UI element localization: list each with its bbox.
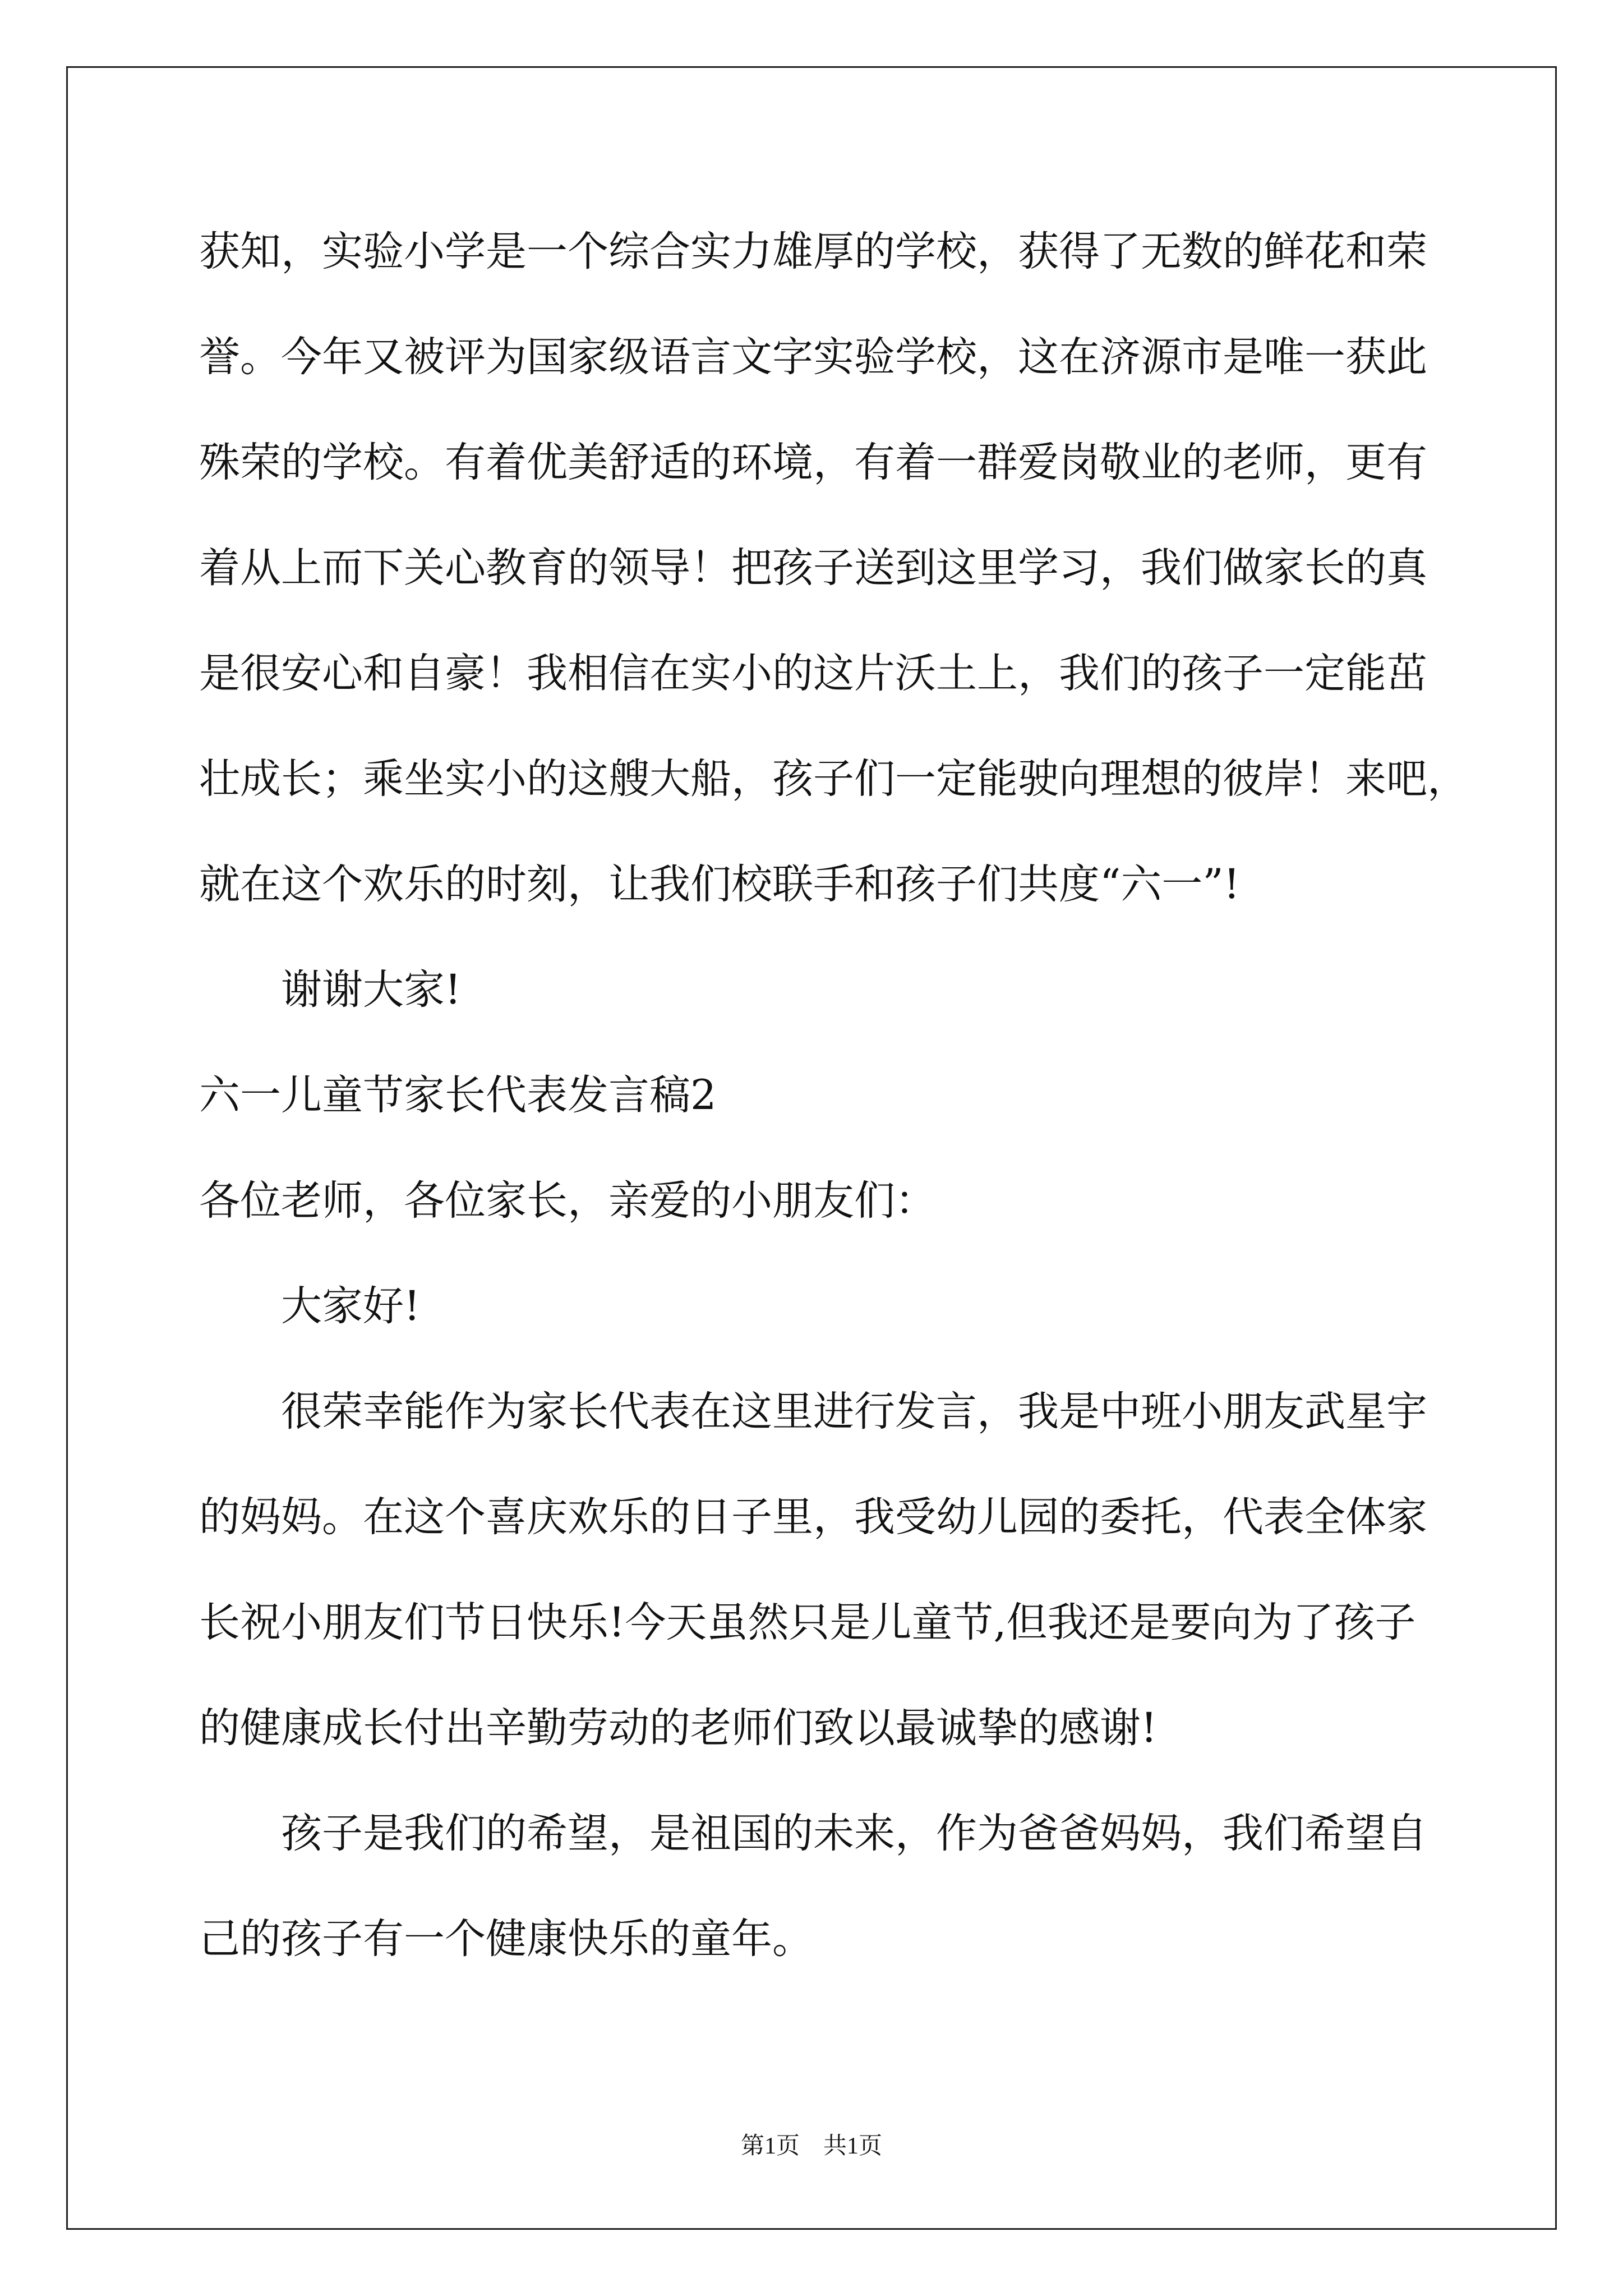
page-footer (0, 2129, 1623, 2163)
text-line: 的健康成长付出辛勤劳动的老师们致以最诚挚的感谢! (199, 1704, 1158, 1752)
greeting: 大家好! (281, 1282, 421, 1330)
text-line: 孩子是我们的希望，是祖国的未来，作为爸爸妈妈，我们希望自 (281, 1810, 1427, 1857)
text-line: 着从上而下关心教育的领导！把孩子送到这里学习，我们做家长的真 (199, 544, 1427, 592)
text-line: 长祝小朋友们节日快乐!今天虽然只是儿童节,但我还是要向为了孩子 (199, 1599, 1416, 1646)
text-line: 就在这个欢乐的时刻，让我们校联手和孩子们共度“六一”! (199, 861, 1240, 908)
text-line: 殊荣的学校。有着优美舒适的环境，有着一群爱岗敬业的老师，更有 (199, 439, 1427, 486)
text-line: 壮成长；乘坐实小的这艘大船，孩子们一定能驶向理想的彼岸！来吧， (199, 755, 1468, 803)
text-line: 誉。今年又被评为国家级语言文字实验学校，这在济源市是唯一获此 (199, 333, 1427, 381)
salutation: 各位老师，各位家长，亲爱的小朋友们： (199, 1177, 936, 1225)
text-line: 的妈妈。在这个喜庆欢乐的日子里，我受幼儿园的委托，代表全体家 (199, 1493, 1427, 1541)
text-line: 获知，实验小学是一个综合实力雄厚的学校，获得了无数的鲜花和荣 (199, 228, 1427, 275)
section-heading: 六一儿童节家长代表发言稿2 (199, 1071, 717, 1119)
text-line: 己的孩子有一个健康快乐的童年。 (199, 1915, 813, 1963)
closing-thanks: 谢谢大家! (281, 966, 462, 1014)
page-total: 共1页 (823, 2133, 883, 2159)
text-line: 很荣幸能作为家长代表在这里进行发言，我是中班小朋友武星宇 (281, 1388, 1427, 1435)
document-body (199, 199, 1468, 1992)
text-line: 是很安心和自豪！我相信在实小的这片沃土上，我们的孩子一定能茁 (199, 650, 1427, 697)
page-number: 第1页 (740, 2133, 800, 2159)
